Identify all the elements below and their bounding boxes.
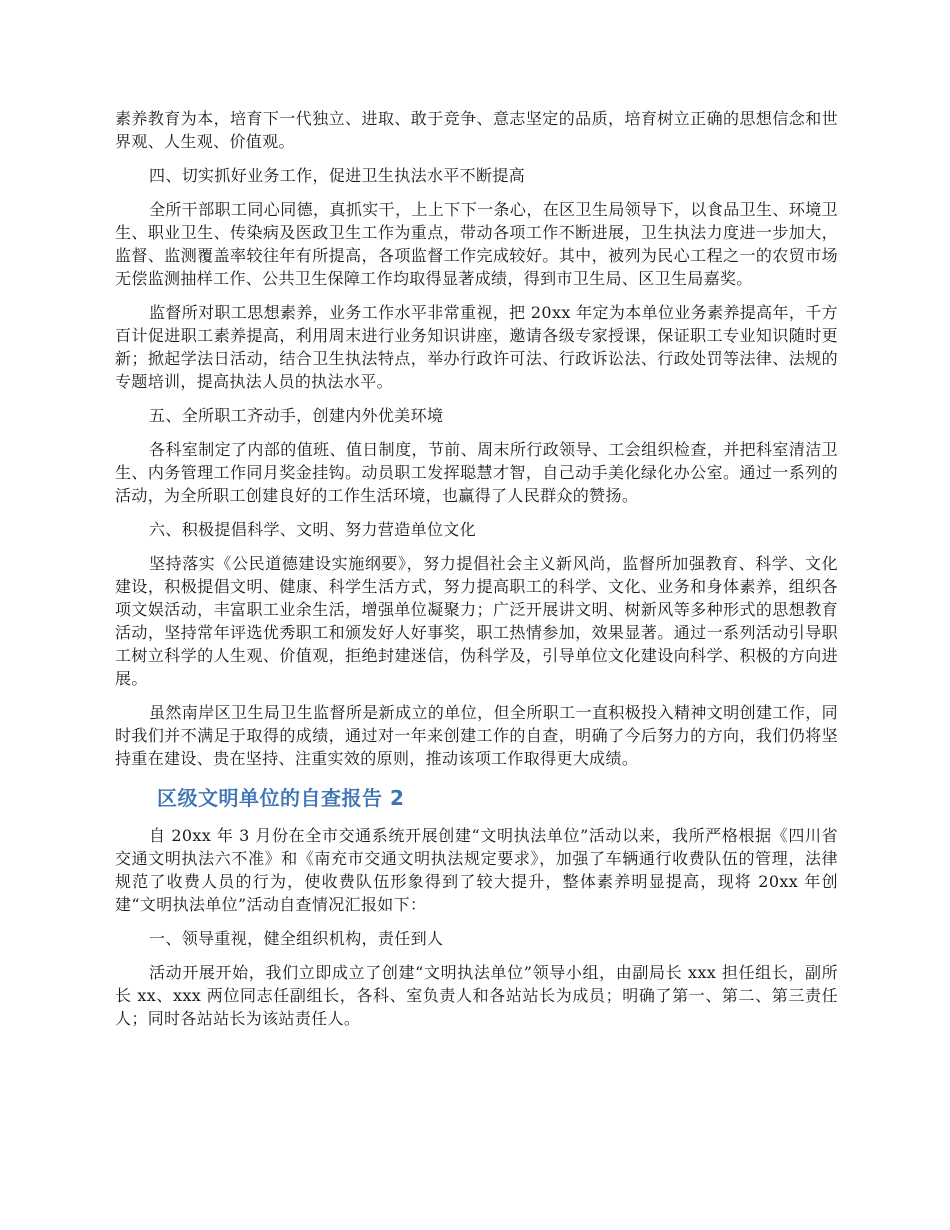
section-heading-4: 四、切实抓好业务工作，促进卫生执法水平不断提高 — [149, 166, 526, 185]
paragraph-conclusion: 虽然南岸区卫生局卫生监督所是新成立的单位，但全所职工一直积极投入精神文明创建工作，同时我们并不满足于取得的成绩，通过对一年来创建工作的自查，明确了今后努力的方向，我们仍将坚持重在建设、贵在坚持、注重实效的原则，推动该项工作取得更大成绩。 — [115, 703, 838, 768]
section-heading-5: 五、全所职工齐动手，创建内外优美环境 — [149, 406, 444, 425]
report-intro-paragraph: 自 20xx 年 3 月份在全市交通系统开展创建“文明执法单位”活动以来，我所严格根据《四川省交通文明执法六不准》和《南充市交通文明执法规定要求》，加强了车辆通行收费队伍的管理，法律规范了收费人员的行为，使收费队伍形象得到了较大提升，整体素养明显提高，现将 20xx 年创建“文明执法单位”活动自查情况汇报如下： — [115, 826, 838, 914]
paragraph-continuation: 素养教育为本，培育下一代独立、进取、敢于竞争、意志坚定的品质，培育树立正确的思想信念和世界观、人生观、价值观。 — [115, 109, 838, 151]
paragraph-6: 坚持落实《公民道德建设实施纲要》，努力提倡社会主义新风尚，监督所加强教育、科学、文化建设，积极提倡文明、健康、科学生活方式，努力提高职工的科学、文化、业务和身体素养，组织各项文娱活动，丰富职工业余生活，增强单位凝聚力；广泛开展讲文明、树新风等多种形式的思想教育活动，坚持常年评选优秀职工和颁发好人好事奖，职工热情参加，效果显著。通过一系列活动引导职工树立科学的人生观、价值观，拒绝封建迷信，伪科学及，引导单位文化建设向科学、积极的方向进展。 — [115, 554, 838, 688]
report-title: 区级文明单位的自查报告 2 — [157, 786, 405, 810]
report-section-heading-1: 一、领导重视，健全组织机构，责任到人 — [149, 929, 444, 948]
document-page — [115, 107, 838, 1041]
paragraph-4a: 全所干部职工同心同德，真抓实干，上上下下一条心，在区卫生局领导下，以食品卫生、环境卫生、职业卫生、传染病及医政卫生工作为重点，带动各项工作不断进展，卫生执法力度进一步加大，监督、监测覆盖率较往年有所提高，各项监督工作完成较好。其中，被列为民心工程之一的农贸市场无偿监测抽样工作、公共卫生保障工作均取得显著成绩，得到市卫生局、区卫生局嘉奖。 — [115, 200, 838, 288]
paragraph-5: 各科室制定了内部的值班、值日制度，节前、周末所行政领导、工会组织检查，并把科室清洁卫生、内务管理工作同月奖金挂钩。动员职工发挥聪慧才智，自己动手美化绿化办公室。通过一系列的活动，为全所职工创建良好的工作生活环境，也赢得了人民群众的赞扬。 — [115, 440, 838, 505]
section-heading-6: 六、积极提倡科学、文明、努力营造单位文化 — [149, 520, 477, 539]
report-paragraph-1: 活动开展开始，我们立即成立了创建“文明执法单位”领导小组，由副局长 xxx 担任组长，副所长 xx、xxx 两位同志任副组长，各科、室负责人和各站站长为成员；明确了第一、第二、第三责任人；同时各站站长为该站责任人。 — [115, 963, 838, 1028]
paragraph-4b: 监督所对职工思想素养，业务工作水平非常重视，把 20xx 年定为本单位业务素养提高年，千方百计促进职工素养提高，利用周末进行业务知识讲座，邀请各级专家授课，保证职工专业知识随时更新；掀起学法日活动，结合卫生执法特点，举办行政许可法、行政诉讼法、行政处罚等法律、法规的专题培训，提高执法人员的执法水平。 — [115, 303, 838, 391]
